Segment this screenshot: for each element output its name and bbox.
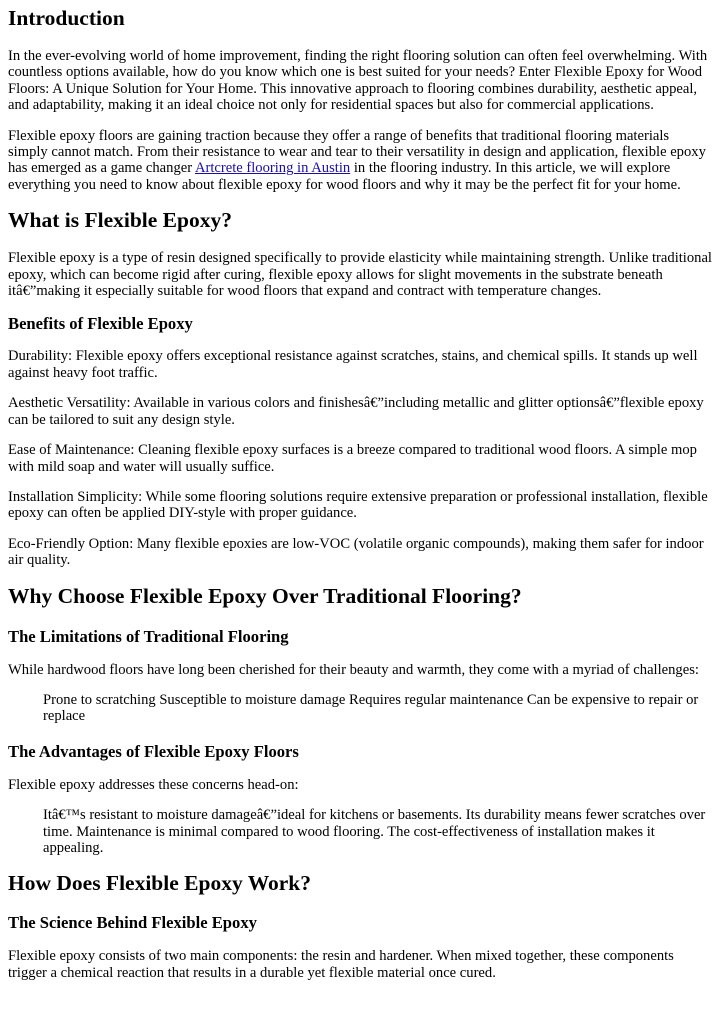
intro-paragraph-2-end: in the flooring industry. In this article, we will explore everything you need to know about flexible epoxy for wood floors and why it may be the perfect fit for your home. [8, 160, 681, 193]
benefit-maintenance: Ease of Maintenance: Cleaning flexible epoxy surfaces is a breeze compared to traditional wood floors. A simple mop with mild soap and water will usually suffice. [8, 442, 697, 475]
science-heading: The Science Behind Flexible Epoxy [8, 913, 257, 933]
intro-paragraph-2-start: Flexible epoxy floors are gaining traction because they offer a range of benefits that traditional flooring materials simply cannot match. From their resistance to wear and tear to their versatility in design and application, flexible epoxy has emerged as a game changer [8, 127, 706, 177]
benefit-installation: Installation Simplicity: While some flooring solutions require extensive preparation or professional installation, flexible epoxy can often be applied DIY-style with proper guidance. [8, 488, 708, 522]
advantages-list: Itâ€™s resistant to moisture damageâ€”ideal for kitchens or basements. Its durability means fewer scratches over time. Maintenance is minimal compared to wood flooring. The cost-effectiveness of installation makes it appealing. [43, 807, 706, 856]
intro-heading: Introduction [8, 6, 125, 30]
advantages-heading: The Advantages of Flexible Epoxy Floors [8, 741, 299, 761]
limitations-list: Prone to scratching Susceptible to moisture damage Requires regular maintenance Can be expensive to repair or replace [43, 691, 699, 725]
advantages-paragraph: Flexible epoxy addresses these concerns head-on: [8, 776, 299, 793]
artcrete-flooring-link[interactable]: Artcrete flooring in Austin [194, 160, 351, 177]
benefits-heading: Benefits of Flexible Epoxy [8, 314, 193, 334]
what-is-paragraph: Flexible epoxy is a type of resin designed specifically to provide elasticity while maintaining strength. Unlike traditional epoxy, which can become rigid after curing, flexible epoxy allows for slight movements in the substrate beneath itâ€”making it especially suitable for wood floors that expand and contract with temperature changes. [8, 250, 712, 300]
benefit-durability: Durability: Flexible epoxy offers exceptional resistance against scratches, stains, and chemical spills. It stands up well against heavy foot traffic. [8, 348, 698, 381]
article [0, 6, 720, 981]
benefit-eco: Eco-Friendly Option: Many flexible epoxies are low-VOC (volatile organic compounds), making them safer for indoor air quality. [8, 535, 704, 569]
why-choose-heading: Why Choose Flexible Epoxy Over Traditional Flooring? [8, 583, 522, 608]
how-it-works-heading: How Does Flexible Epoxy Work? [8, 871, 312, 896]
limitations-heading: The Limitations of Traditional Flooring [8, 626, 289, 646]
benefit-aesthetic: Aesthetic Versatility: Available in various colors and finishesâ€”including metallic and glitter optionsâ€”flexible epoxy can be tailored to suit any design style. [8, 395, 704, 428]
science-paragraph: Flexible epoxy consists of two main components: the resin and hardener. When mixed together, these components trigger a chemical reaction that results in a durable yet flexible material once cured. [8, 948, 674, 981]
intro-paragraph-1: In the ever-evolving world of home improvement, finding the right flooring solution can often feel overwhelming. With countless options available, how do you know which one is best suited for your needs? Enter Flexible Epoxy for Wood Floors: A Unique Solution for Your Home. This innovative approach to flooring combines durability, aesthetic appeal, and adaptability, making it an ideal choice not only for residential spaces but also for commercial applications. [8, 48, 708, 114]
intro-paragraph-2 [8, 128, 712, 194]
limitations-paragraph: While hardwood floors have long been cherished for their beauty and warmth, they come with a myriad of challenges: [8, 661, 699, 678]
what-is-heading: What is Flexible Epoxy? [8, 208, 232, 233]
